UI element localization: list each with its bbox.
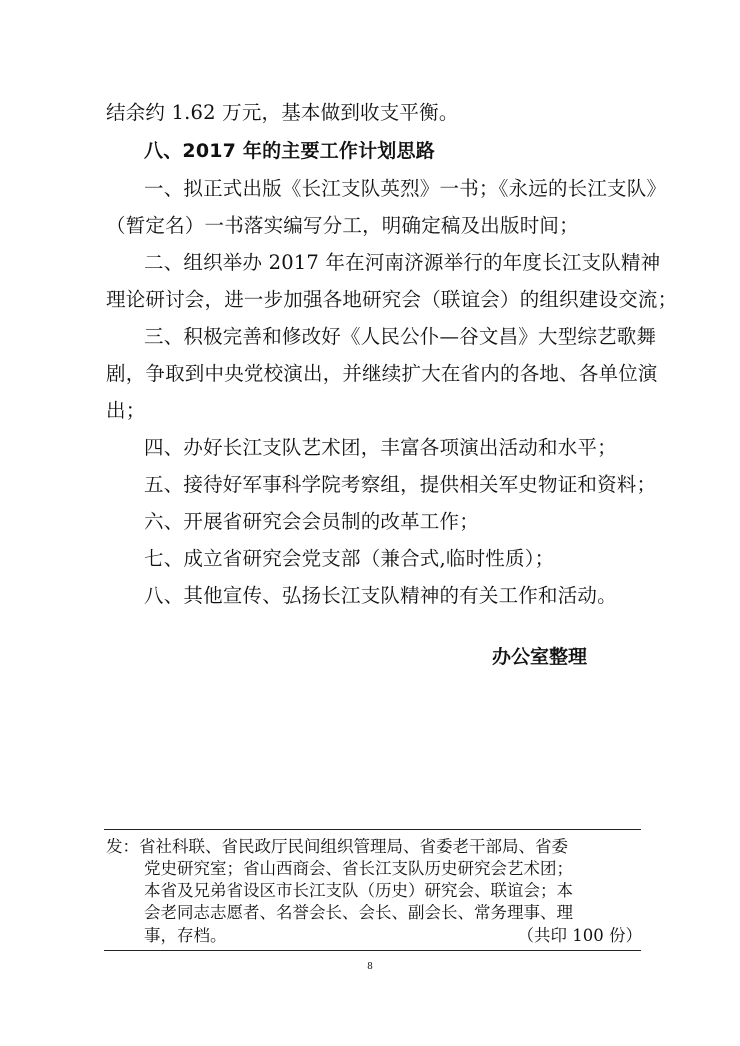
copies-count: （共印 100 份） (517, 926, 642, 945)
distribution-line-1: 发：省社科联、省民政厅民间组织管理局、省委老干部局、省委 (106, 837, 568, 856)
body-line-7: 三、积极完善和修改好《人民公仆—谷文昌》大型综艺歌舞 (144, 325, 657, 348)
section-heading: 八、2017 年的主要工作计划思路 (144, 140, 435, 162)
page-number: 8 (367, 962, 373, 972)
distribution-line-5: 事，存档。 (144, 926, 227, 945)
body-line-13: 七、成立省研究会党支部（兼合式,临时性质）； (144, 547, 555, 570)
body-line-6: 理论研讨会，进一步加强各地研究会（联谊会）的组织建设交流； (106, 288, 678, 311)
body-line-5: 二、组织举办 2017 年在河南济源举行的年度长江支队精神 (144, 251, 661, 274)
body-line-9: 出； (106, 399, 146, 422)
body-line-11: 五、接待好军事科学院考察组，提供相关军史物证和资料； (144, 473, 657, 496)
top-rule (104, 829, 641, 830)
body-line-3: 一、拟正式出版《长江支队英烈》一书；《永远的长江支队》 (144, 177, 667, 200)
body-line-14: 八、其他宣传、弘扬长江支队精神的有关工作和活动。 (144, 584, 617, 607)
body-line-4: （暂定名）一书落实编写分工，明确定稿及出版时间； (106, 214, 579, 237)
body-line-1: 结余约 1.62 万元，基本做到收支平衡。 (106, 101, 459, 124)
bottom-rule (104, 950, 641, 951)
distribution-line-3: 本省及兄弟省设区市长江支队（历史）研究会、联谊会；本 (144, 881, 573, 900)
body-line-8: 剧，争取到中央党校演出，并继续扩大在省内的各地、各单位演 (106, 362, 658, 385)
body-line-12: 六、开展省研究会会员制的改革工作； (144, 510, 479, 533)
signature: 办公室整理 (492, 646, 588, 668)
distribution-line-4: 会老同志志愿者、名誉会长、会长、副会长、常务理事、理 (144, 903, 573, 922)
body-line-10: 四、办好长江支队艺术团，丰富各项演出活动和水平； (144, 436, 617, 459)
distribution-line-2: 党史研究室；省山西商会、省长江支队历史研究会艺术团； (144, 859, 573, 878)
